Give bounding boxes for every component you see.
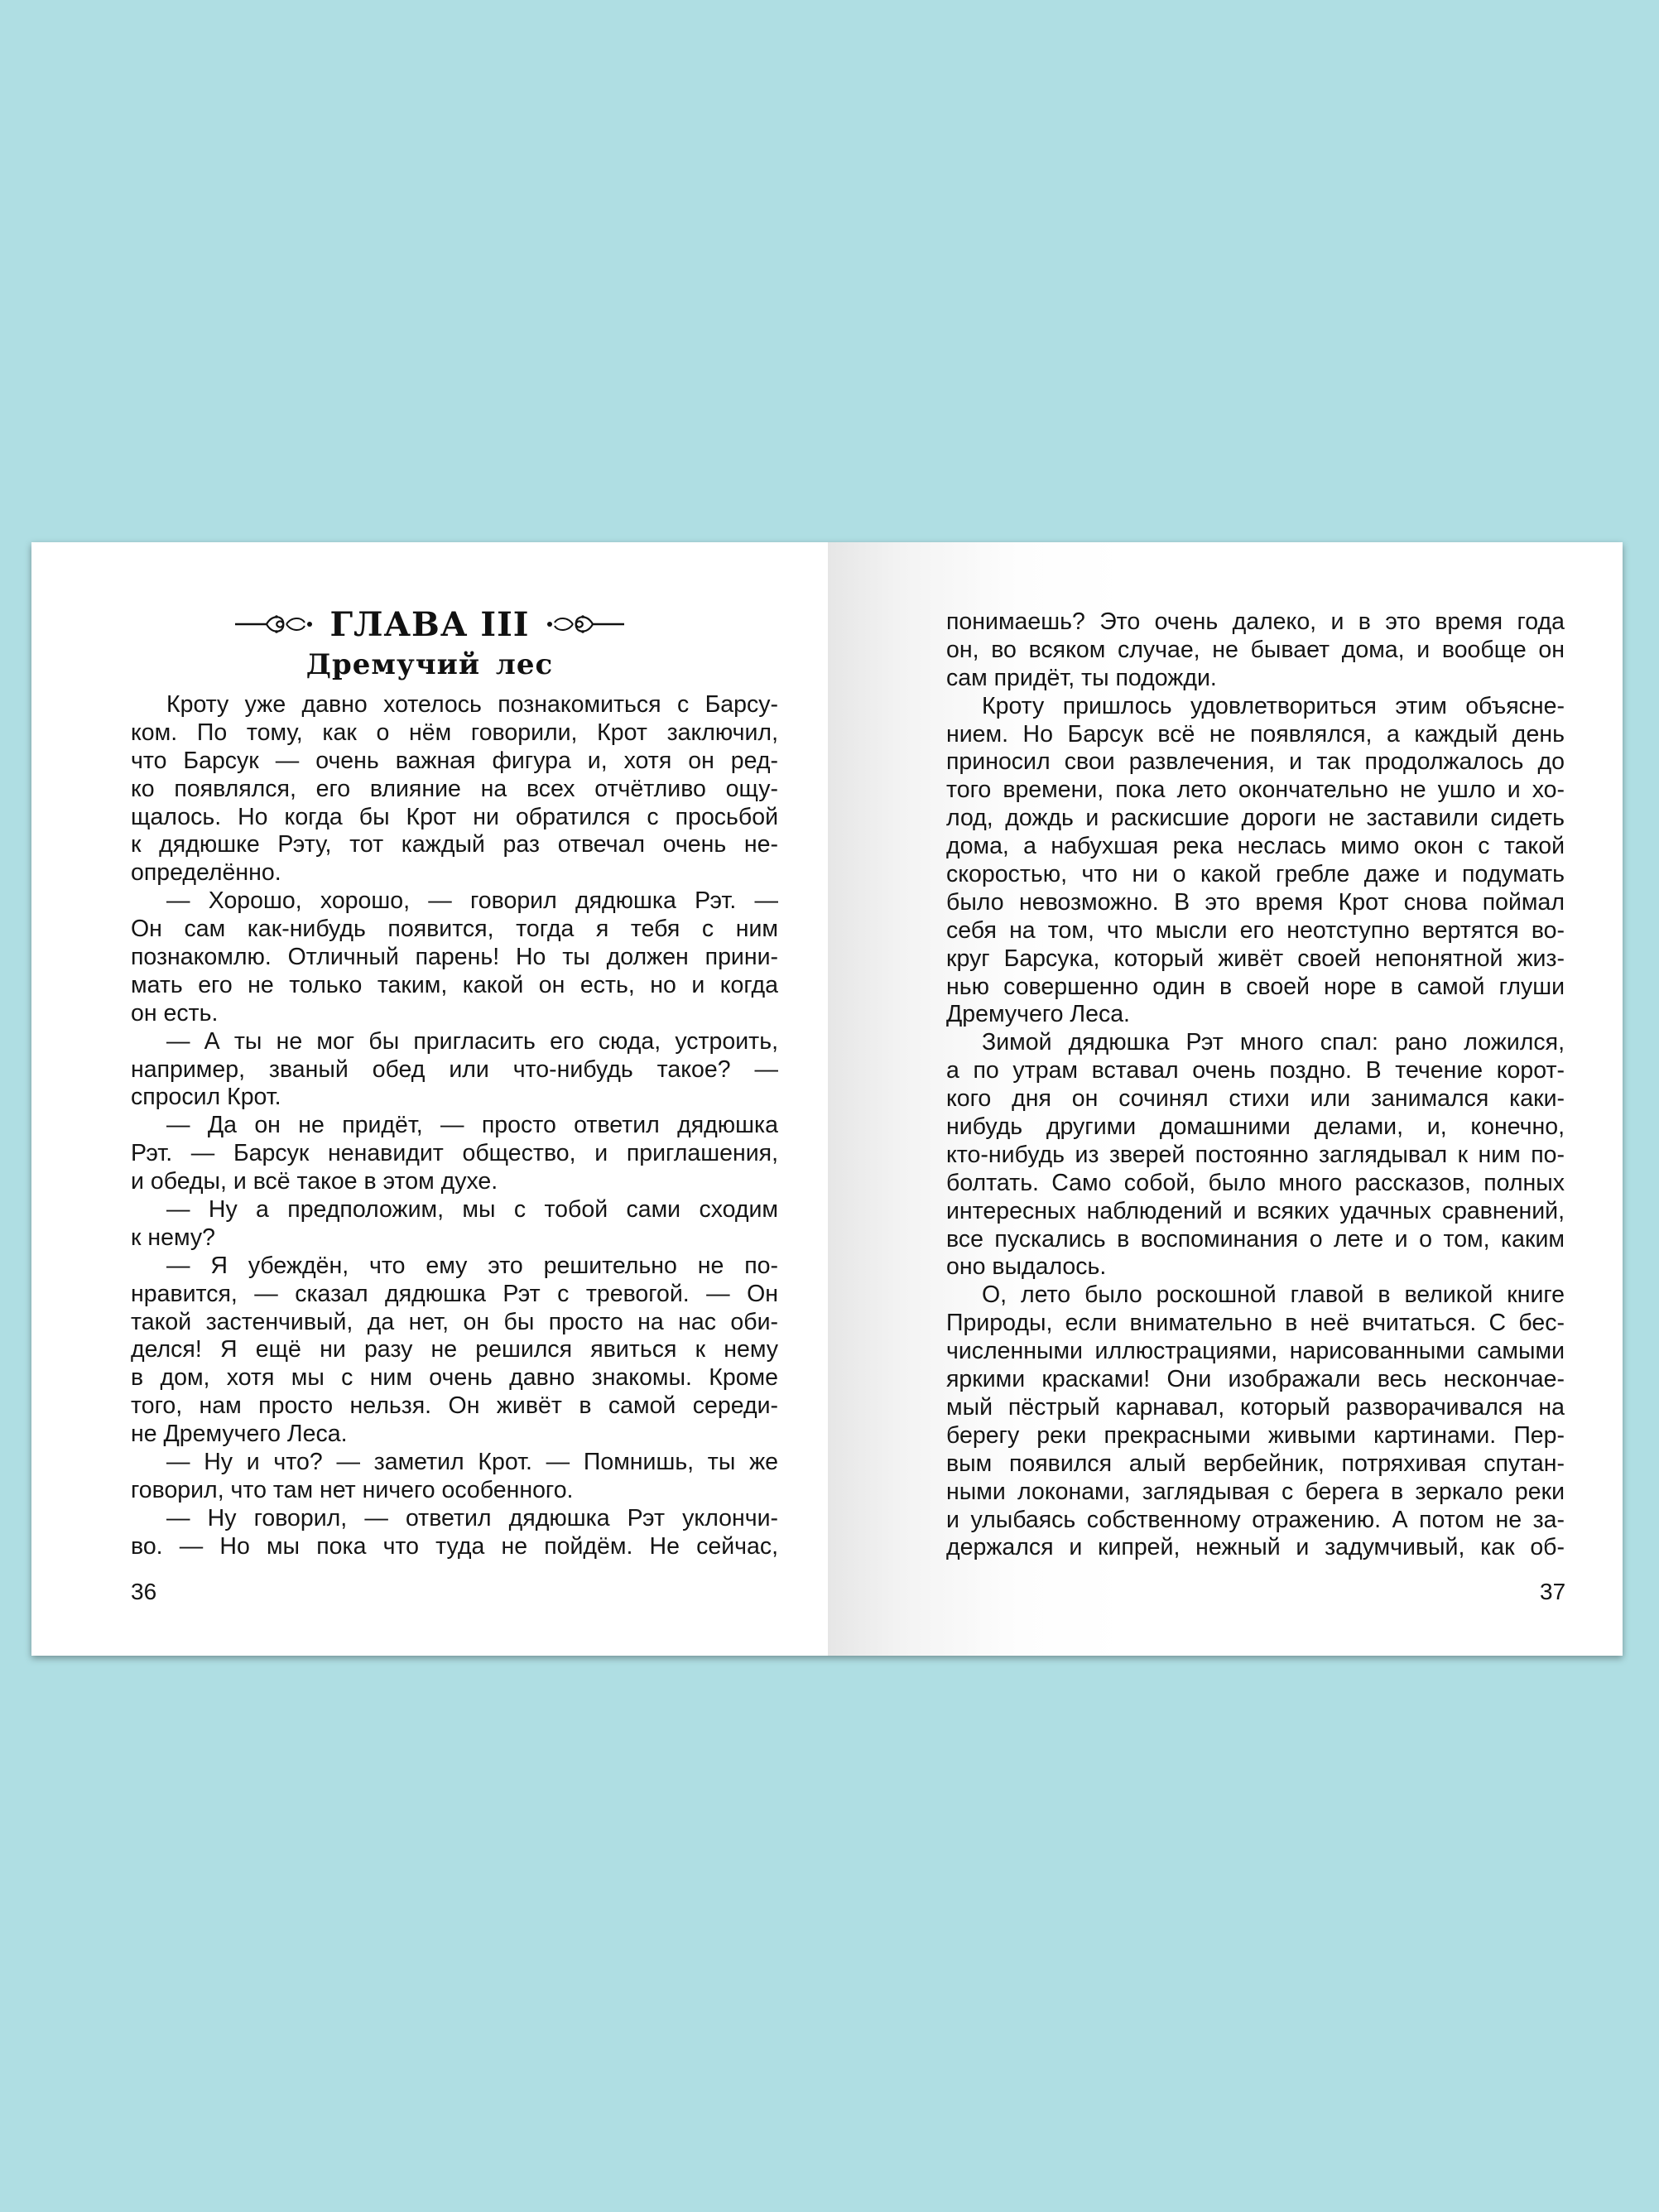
text-line: — Да он не придёт, — просто ответил дядюшка bbox=[166, 1112, 778, 1139]
text-line: было невозможно. В это время Крот снова поймал bbox=[946, 888, 1565, 916]
text-line: такой застенчивый, да нет, он бы просто на нас оби- bbox=[131, 1308, 778, 1335]
text-line: что Барсук — очень важная фигура и, хотя он ред- bbox=[131, 747, 778, 774]
text-line: сам придёт, ты подожди. bbox=[946, 664, 1217, 691]
page-number-right: 37 bbox=[1540, 1579, 1566, 1604]
text-line: нием. Но Барсук всё не появлялся, а каждый день bbox=[946, 720, 1565, 748]
chapter-subtitle: Дремучий лес bbox=[305, 648, 554, 681]
text-line: берегу реки прекрасными живыми картинами. Пер- bbox=[946, 1421, 1565, 1449]
book-spread bbox=[31, 542, 1623, 1656]
text-line: а по утрам вставал очень поздно. В течение корот- bbox=[946, 1057, 1565, 1084]
text-line: круг Барсука, который живёт своей непонятной жиз- bbox=[946, 945, 1565, 972]
text-line: Кроту пришлось удовлетвориться этим объясне- bbox=[982, 692, 1565, 719]
text-line: Кроту уже давно хотелось познакомиться с Барсу- bbox=[166, 691, 778, 718]
text-line: нравится, — сказал дядюшка Рэт с тревогой. — Он bbox=[131, 1280, 778, 1307]
left-page-body-text bbox=[131, 691, 778, 1561]
text-line: болтать. Само собой, было много рассказов, полных bbox=[946, 1169, 1565, 1196]
text-line: мый пёстрый карнавал, который разворачивался на bbox=[946, 1393, 1565, 1421]
text-line: не Дремучего Леса. bbox=[131, 1421, 348, 1448]
text-line: лод, дождь и раскисшие дороги не заставили сидеть bbox=[946, 805, 1565, 832]
page-number-left: 36 bbox=[131, 1579, 157, 1604]
text-line: приносил свои развлечения, и так продолжалось до bbox=[946, 748, 1565, 776]
text-line: численными иллюстрациями, нарисованными самыми bbox=[946, 1338, 1565, 1365]
text-line: ными локонами, заглядывая с берега в зеркало реки bbox=[946, 1478, 1565, 1505]
text-line: Он сам как-нибудь появится, тогда я тебя с ним bbox=[131, 916, 778, 943]
text-line: к дядюшке Рэту, тот каждый раз отвечал очень не- bbox=[131, 831, 778, 858]
text-line: яркими красками! Они изображали весь нескончае- bbox=[946, 1366, 1565, 1393]
text-line: — Ну говорил, — ответил дядюшка Рэт уклончи- bbox=[166, 1504, 778, 1532]
text-line: нибудь другими домашними делами, и, конечно, bbox=[946, 1113, 1565, 1141]
text-line: Природы, если внимательно в неё вчитаться. С бес- bbox=[946, 1310, 1565, 1337]
text-line: держался и кипрей, нежный и задумчивый, как об- bbox=[946, 1534, 1565, 1561]
text-line: ко появлялся, его влияние на всех отчётливо ощу- bbox=[131, 775, 778, 802]
text-line: все пускались в воспоминания о лете и о том, каким bbox=[946, 1225, 1565, 1253]
text-line: он, во всяком случае, не бывает дома, и вообще он bbox=[946, 636, 1565, 663]
text-line: Рэт. — Барсук ненавидит общество, и приглашения, bbox=[131, 1140, 778, 1167]
text-line: О, лето было роскошной главой в великой книге bbox=[982, 1282, 1565, 1309]
text-line: к нему? bbox=[131, 1224, 215, 1251]
text-line: — А ты не мог бы пригласить его сюда, устроить, bbox=[166, 1027, 778, 1055]
text-line: оно выдалось. bbox=[946, 1253, 1107, 1281]
text-line: щалось. Но когда бы Крот ни обратился с просьбой bbox=[131, 803, 778, 830]
text-line: кто-нибудь из зверей постоянно заглядывал к ним по- bbox=[946, 1141, 1565, 1168]
text-line: — Хорошо, хорошо, — говорил дядюшка Рэт. — bbox=[166, 887, 778, 915]
text-line: в дом, хотя мы с ним очень давно знакомы. Кроме bbox=[131, 1364, 778, 1392]
text-line: того, нам просто нельзя. Он живёт в самой середи- bbox=[131, 1392, 778, 1420]
text-line: спросил Крот. bbox=[131, 1084, 281, 1111]
text-line: мать его не только таким, какой он есть, но и когда bbox=[131, 971, 778, 998]
text-line: определённо. bbox=[131, 859, 281, 887]
text-line: ком. По тому, как о нём говорили, Крот заключил, bbox=[131, 719, 778, 746]
right-page-body-text bbox=[946, 608, 1565, 1562]
chapter-title-row bbox=[31, 602, 828, 647]
text-line: — Я убеждён, что ему это решительно не по- bbox=[166, 1252, 778, 1279]
text-line: кого дня он сочинял стихи или занимался каки- bbox=[946, 1085, 1565, 1113]
scroll-flourish-left-icon bbox=[235, 612, 315, 637]
text-line: он есть. bbox=[131, 999, 219, 1027]
text-line: — Ну а предположим, мы с тобой сами сходим bbox=[166, 1196, 778, 1224]
text-line: понимаешь? Это очень далеко, и в это время года bbox=[946, 608, 1565, 635]
text-line: и улыбаясь собственному отражению. А потом не за- bbox=[946, 1506, 1565, 1533]
text-line: во. — Но мы пока что туда не пойдём. Не сейчас, bbox=[131, 1532, 778, 1560]
text-line: делся! Я ещё ни разу не решился явиться к нему bbox=[131, 1336, 778, 1363]
text-line: дома, а набухшая река неслась мимо окон с такой bbox=[946, 833, 1565, 860]
text-line: себя на том, что мысли его неотступно вертятся во- bbox=[946, 916, 1565, 944]
text-line: говорил, что там нет ничего особенного. bbox=[131, 1476, 574, 1503]
text-line: Дремучего Леса. bbox=[946, 1001, 1130, 1028]
scroll-flourish-right-icon bbox=[545, 612, 624, 637]
right-page bbox=[828, 542, 1623, 1656]
chapter-heading bbox=[31, 602, 828, 681]
text-line: например, званый обед или что-нибудь такое? — bbox=[131, 1056, 778, 1083]
text-line: Зимой дядюшка Рэт много спал: рано ложился, bbox=[982, 1029, 1565, 1056]
text-line: нью совершенно один в своей норе в самой глуши bbox=[946, 973, 1565, 1000]
text-line: вым появился алый вербейник, потряхивая спутан- bbox=[946, 1450, 1565, 1477]
text-line: — Ну и что? — заметил Крот. — Помнишь, ты же bbox=[166, 1449, 778, 1476]
chapter-title: ГЛАВА III bbox=[329, 604, 530, 644]
text-line: интересных наблюдений и всяких удачных сравнений, bbox=[946, 1197, 1565, 1224]
text-line: познакомлю. Отличный парень! Но ты должен прини- bbox=[131, 944, 778, 971]
text-line: скоростью, что ни о какой гребле даже и подумать bbox=[946, 861, 1565, 888]
left-page bbox=[31, 542, 828, 1656]
text-line: и обеды, и всё такое в этом духе. bbox=[131, 1168, 498, 1195]
text-line: того времени, пока лето окончательно не ушло и хо- bbox=[946, 777, 1565, 804]
